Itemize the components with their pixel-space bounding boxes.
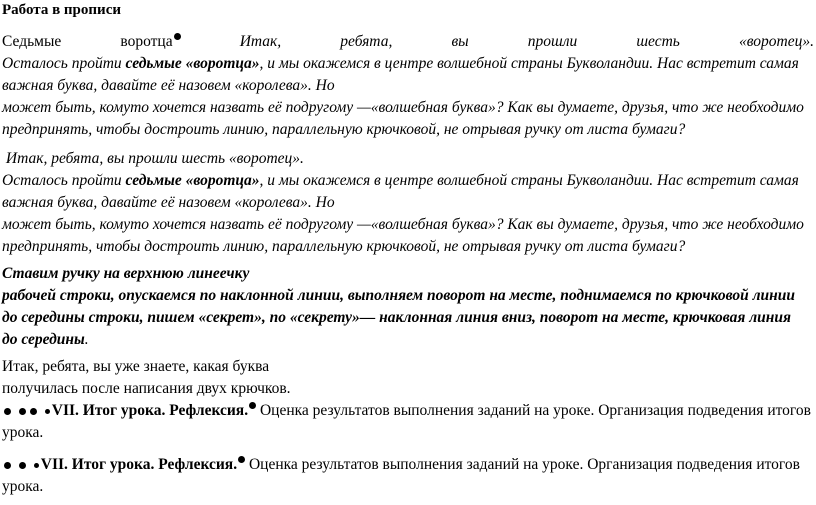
text-span: Осталось пройти (2, 172, 126, 189)
paragraph-repeat (2, 148, 814, 258)
bullet-icon (4, 408, 11, 415)
text-line (2, 400, 814, 422)
bullet-icon (4, 462, 11, 469)
section-heading: Работа в прописи (2, 2, 121, 18)
bold-text: седьмые «воротца» (125, 55, 260, 72)
bullet-icon (19, 408, 26, 415)
bullet-icon (174, 33, 181, 40)
text-line: Ставим ручку на верхнюю линеечку (2, 265, 250, 282)
bold-text: VII. Итог урока. Рефлексия. (40, 456, 238, 473)
bullet-icon (19, 462, 26, 469)
text-line: Итак, ребята, вы прошли шесть «воротец». (2, 150, 304, 167)
text-line: предпринять, чтобы достроить линию, параллельную крючковой, не отрывая ручку от листа бумаги? (2, 121, 686, 138)
word: Седьмые (2, 33, 62, 50)
text-line: важная буква, давайте её назовем «королева». Но (2, 77, 335, 94)
word: Итак, (239, 33, 282, 50)
text-span: Оценка результатов выполнения заданий на уроке. Организация подведения итогов (256, 402, 811, 419)
text-line (2, 454, 814, 476)
bullet-icon (34, 463, 39, 468)
text-line: урока. (2, 478, 44, 495)
text-line (2, 329, 814, 351)
paragraph-question (2, 356, 814, 400)
text-span: Осталось пройти (2, 55, 126, 72)
text-line: предпринять, чтобы достроить линию, параллельную крючковой, не отрывая ручку от листа бумаги? (2, 238, 686, 255)
word: шесть (636, 33, 680, 50)
paragraph-writing-instructions (2, 263, 814, 351)
word: воротца (120, 33, 173, 50)
text-span: . (84, 331, 89, 348)
word: вы (451, 33, 469, 50)
text-line: важная буква, давайте её назовем «королева». Но (2, 194, 335, 211)
text-line: Итак, ребята, вы уже знаете, какая буква (2, 358, 270, 375)
text-line: урока. (2, 424, 44, 441)
word-with-bullet (120, 31, 180, 53)
text-line: может быть, комуто хочется назвать её подругому —«волшебная буква»? Как вы думаете, друзья, что же необходимо (2, 99, 804, 116)
text-span: , и мы окажемся в центре волшебной страны Букволандии. Нас встретит самая (259, 172, 799, 189)
text-line: получилась после написания двух крючков. (2, 380, 291, 397)
word: прошли (527, 33, 578, 50)
word: ребята, (340, 33, 393, 50)
text-line (2, 170, 814, 192)
bullet-icon (30, 408, 37, 415)
text-span: до середины (2, 331, 85, 348)
bold-text: VII. Итог урока. Рефлексия. (51, 402, 249, 419)
text-span: , и мы окажемся в центре волшебной страны Букволандии. Нас встретит самая (259, 55, 799, 72)
text-span: Оценка результатов выполнения заданий на уроке. Организация подведения итогов (245, 456, 800, 473)
text-line (2, 53, 814, 75)
text-line: рабочей строки, опускаемся по наклонной линии, выполняем поворот на месте, поднимаемся по крючковой линии (2, 287, 796, 304)
text-line: может быть, комуто хочется назвать её подругому —«волшебная буква»? Как вы думаете, друзья, что же необходимо (2, 216, 804, 233)
justified-line (2, 31, 814, 53)
bold-text: седьмые «воротца» (125, 172, 260, 189)
word: «воротец». (738, 33, 814, 50)
paragraph-lesson-summary-repeat (2, 454, 814, 498)
text-line: до середины строки, пишем «секрет», по «секрету»— наклонная линия вниз, поворот на месте, крючковая линия (2, 309, 792, 326)
paragraph-seventh-gates (2, 31, 814, 141)
bullet-icon (45, 409, 50, 414)
paragraph-lesson-summary (2, 400, 814, 444)
